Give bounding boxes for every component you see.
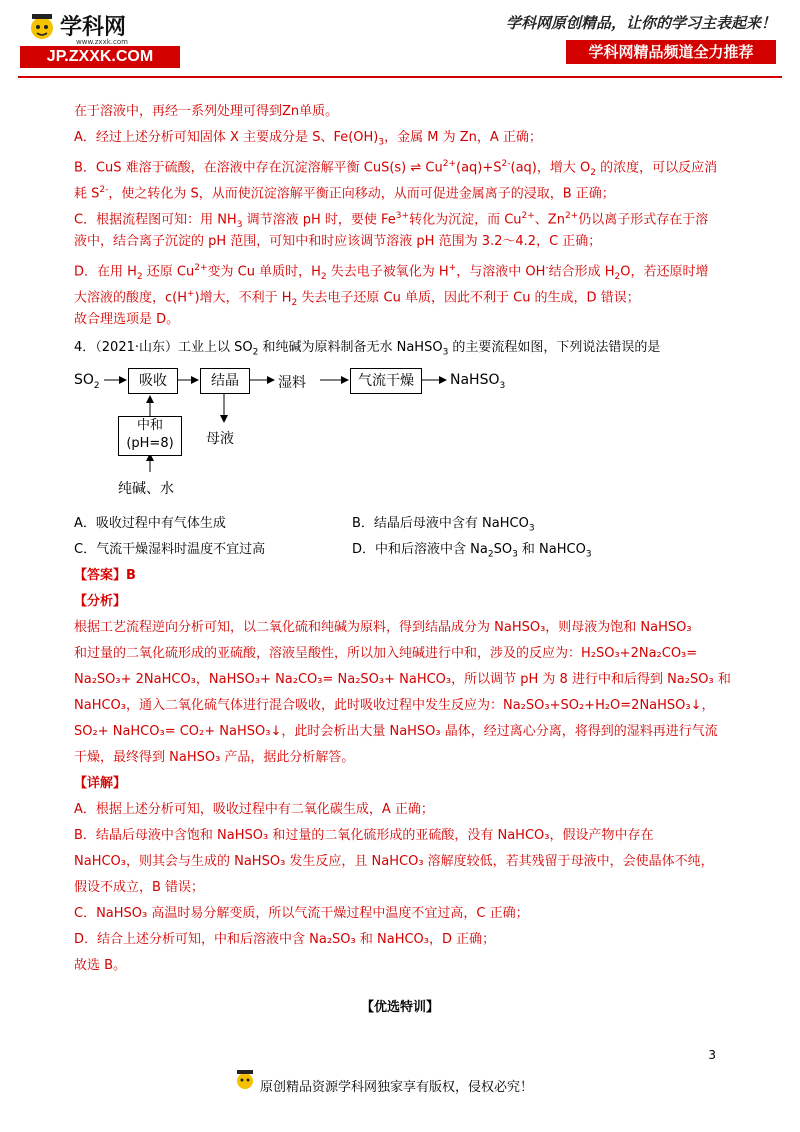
q3-line-2: A．经过上述分析可知固体 X 主要成分是 S、$Fe(OH)_3$，金属 M 为 Zn，A 正确； — [74, 130, 542, 148]
footer-copyright: 原创精品资源学科网独家享有版权，侵权必究！ — [260, 1080, 534, 1095]
detail-line-e: 故选 B。 — [74, 958, 127, 973]
detail-line-c: C．NaHSO₃ 高温时易分解变质，所以气流干燥过程中温度不宜过高，C 正确； — [74, 906, 529, 921]
q3-line-6: 液中，结合离子沉淀的 pH 范围，可知中和时应该调节溶液 pH 范围为 3.2～4.2，C 正确； — [74, 234, 602, 249]
flow-box-air-dry: 气流干燥 — [350, 368, 422, 394]
flow-label-so2: $SO_2$ — [74, 372, 100, 391]
header-recommend-badge: 学科网精品频道全力推荐 — [566, 40, 776, 64]
analysis-label: 【分析】 — [74, 594, 127, 609]
detail-line-a: A．根据上述分析可知，吸收过程中有二氧化碳生成，A 正确； — [74, 802, 434, 817]
mascot-icon — [26, 10, 58, 42]
section-title: 【优选特训】 — [360, 1000, 439, 1015]
analysis-line-1: 根据工艺流程逆向分析可知，以二氧化硫和纯碱为原料，得到结晶成分为 NaHSO₃，则母液为饱和 NaHSO₃ — [74, 620, 692, 635]
logo-url-small: www.zxxk.com — [76, 38, 128, 46]
site-logo — [20, 10, 180, 68]
detail-label: 【详解】 — [74, 776, 127, 791]
flow-label-wet-material: 湿料 — [278, 375, 306, 391]
analysis-line-4: NaHCO₃，通入二氧化硫气体进行混合吸收，此时吸收过程中发生反应为：Na₂SO₃+SO₂+H₂O=2NaHSO₃↓， — [74, 698, 715, 713]
mascot-icon — [234, 1066, 256, 1092]
flow-box-crystallize: 结晶 — [200, 368, 250, 394]
process-flow-diagram — [74, 360, 506, 500]
detail-line-d: D．结合上述分析可知，中和后溶液中含 Na₂SO₃ 和 NaHCO₃，D 正确； — [74, 932, 496, 947]
analysis-line-2: 和过量的二氧化硫形成的亚硫酸，溶液呈酸性，所以加入纯碱进行中和，涉及的反应为：H₂SO₃+2Na₂CO₃= — [74, 646, 698, 661]
q3-line-1: 在于溶液中，再经一系列处理可得到Zn单质。 — [74, 104, 339, 119]
analysis-line-3: Na₂SO₃+ 2NaHCO₃，NaHSO₃+ Na₂CO₃= Na₂SO₃+ NaHCO₃，所以调节 pH 为 8 进行中和后得到 Na₂SO₃ 和 — [74, 672, 731, 687]
q3-line-5: C．根据流程图可知：用 $NH_3$ 调节溶液 pH 时，要使 $Fe^{3+}$转化为沉淀，而 $Cu^{2+}$、$Zn^{2+}$仍以离子形式存在于溶 — [74, 211, 709, 230]
header-divider — [18, 76, 782, 78]
q3-line-8: 大溶液的酸度，c(H+)增大，不利于 $H_2$ 失去电子还原 Cu 单质，因此不利于 Cu 的生成，D 错误； — [74, 289, 640, 308]
q3-line-3: B．CuS 难溶于硫酸，在溶液中存在沉淀溶解平衡 CuS(s) ⇌ $Cu^{2+}(aq)+S^{2-}(aq)$，增大 $O_2$ 的浓度，可以反应消 — [74, 159, 718, 178]
q3-line-7: D．在用 $H_2$ 还原 $Cu^{2+}$变为 Cu 单质时，$H_2$ 失去电子被氧化为 H+，与溶液中 OH-结合形成 $H_2O$，若还原时增 — [74, 263, 709, 282]
q3-line-9: 故合理选项是 D。 — [74, 312, 180, 327]
header-slogan: 学科网原创精品，让你的学习主表起来！ — [505, 14, 776, 32]
answer-label: 【答案】B — [74, 568, 136, 583]
flow-label-soda-water: 纯碱、水 — [118, 481, 174, 497]
detail-line-b3: 假设不成立，B 错误； — [74, 880, 205, 895]
flow-label-product: NaHSO$_3$ — [450, 372, 506, 391]
detail-line-b2: NaHCO₃，则其会与生成的 NaHSO₃ 发生反应，且 NaHCO₃ 溶解度较低，若其残留于母液中，会使晶体不纯， — [74, 854, 714, 869]
flow-label-mother-liquor: 母液 — [206, 431, 234, 447]
flow-box-absorb: 吸收 — [128, 368, 178, 394]
option-d: D．中和后溶液中含 $Na_2SO_3$ 和 NaHCO$_3$ — [352, 542, 592, 560]
page-number: 3 — [708, 1048, 716, 1062]
logo-name: 学科网 — [60, 14, 127, 40]
analysis-line-6: 干燥，最终得到 NaHSO₃ 产品，据此分析解答。 — [74, 750, 355, 765]
q4-stem: 4．（2021·山东）工业上以 $SO_2$ 和纯碱为原料制备无水 NaHSO$_3$ 的主要流程如图，下列说法错误的是 — [74, 340, 661, 358]
analysis-line-5: SO₂+ NaHCO₃= CO₂+ NaHSO₃↓，此时会析出大量 NaHSO₃ 晶体，经过离心分离，将得到的湿料再进行气流 — [74, 724, 718, 739]
logo-url-bar: JP.ZXXK.COM — [20, 46, 180, 68]
option-a: A．吸收过程中有气体生成 — [74, 516, 226, 531]
flow-box-neutralize: 中和 (pH=8) — [118, 416, 182, 456]
option-c: C．气流干燥湿料时温度不宜过高 — [74, 542, 266, 557]
option-b: B．结晶后母液中含有 NaHCO$_3$ — [352, 516, 535, 534]
detail-line-b1: B．结晶后母液中含饱和 NaHSO₃ 和过量的二氧化硫形成的亚硫酸，没有 NaHCO₃，假设产物中存在 — [74, 828, 654, 843]
q3-line-4: 耗 $S^{2-}$，使之转化为 S，从而使沉淀溶解平衡正向移动，从而可促进金属离子的浸取，B 正确； — [74, 185, 615, 202]
